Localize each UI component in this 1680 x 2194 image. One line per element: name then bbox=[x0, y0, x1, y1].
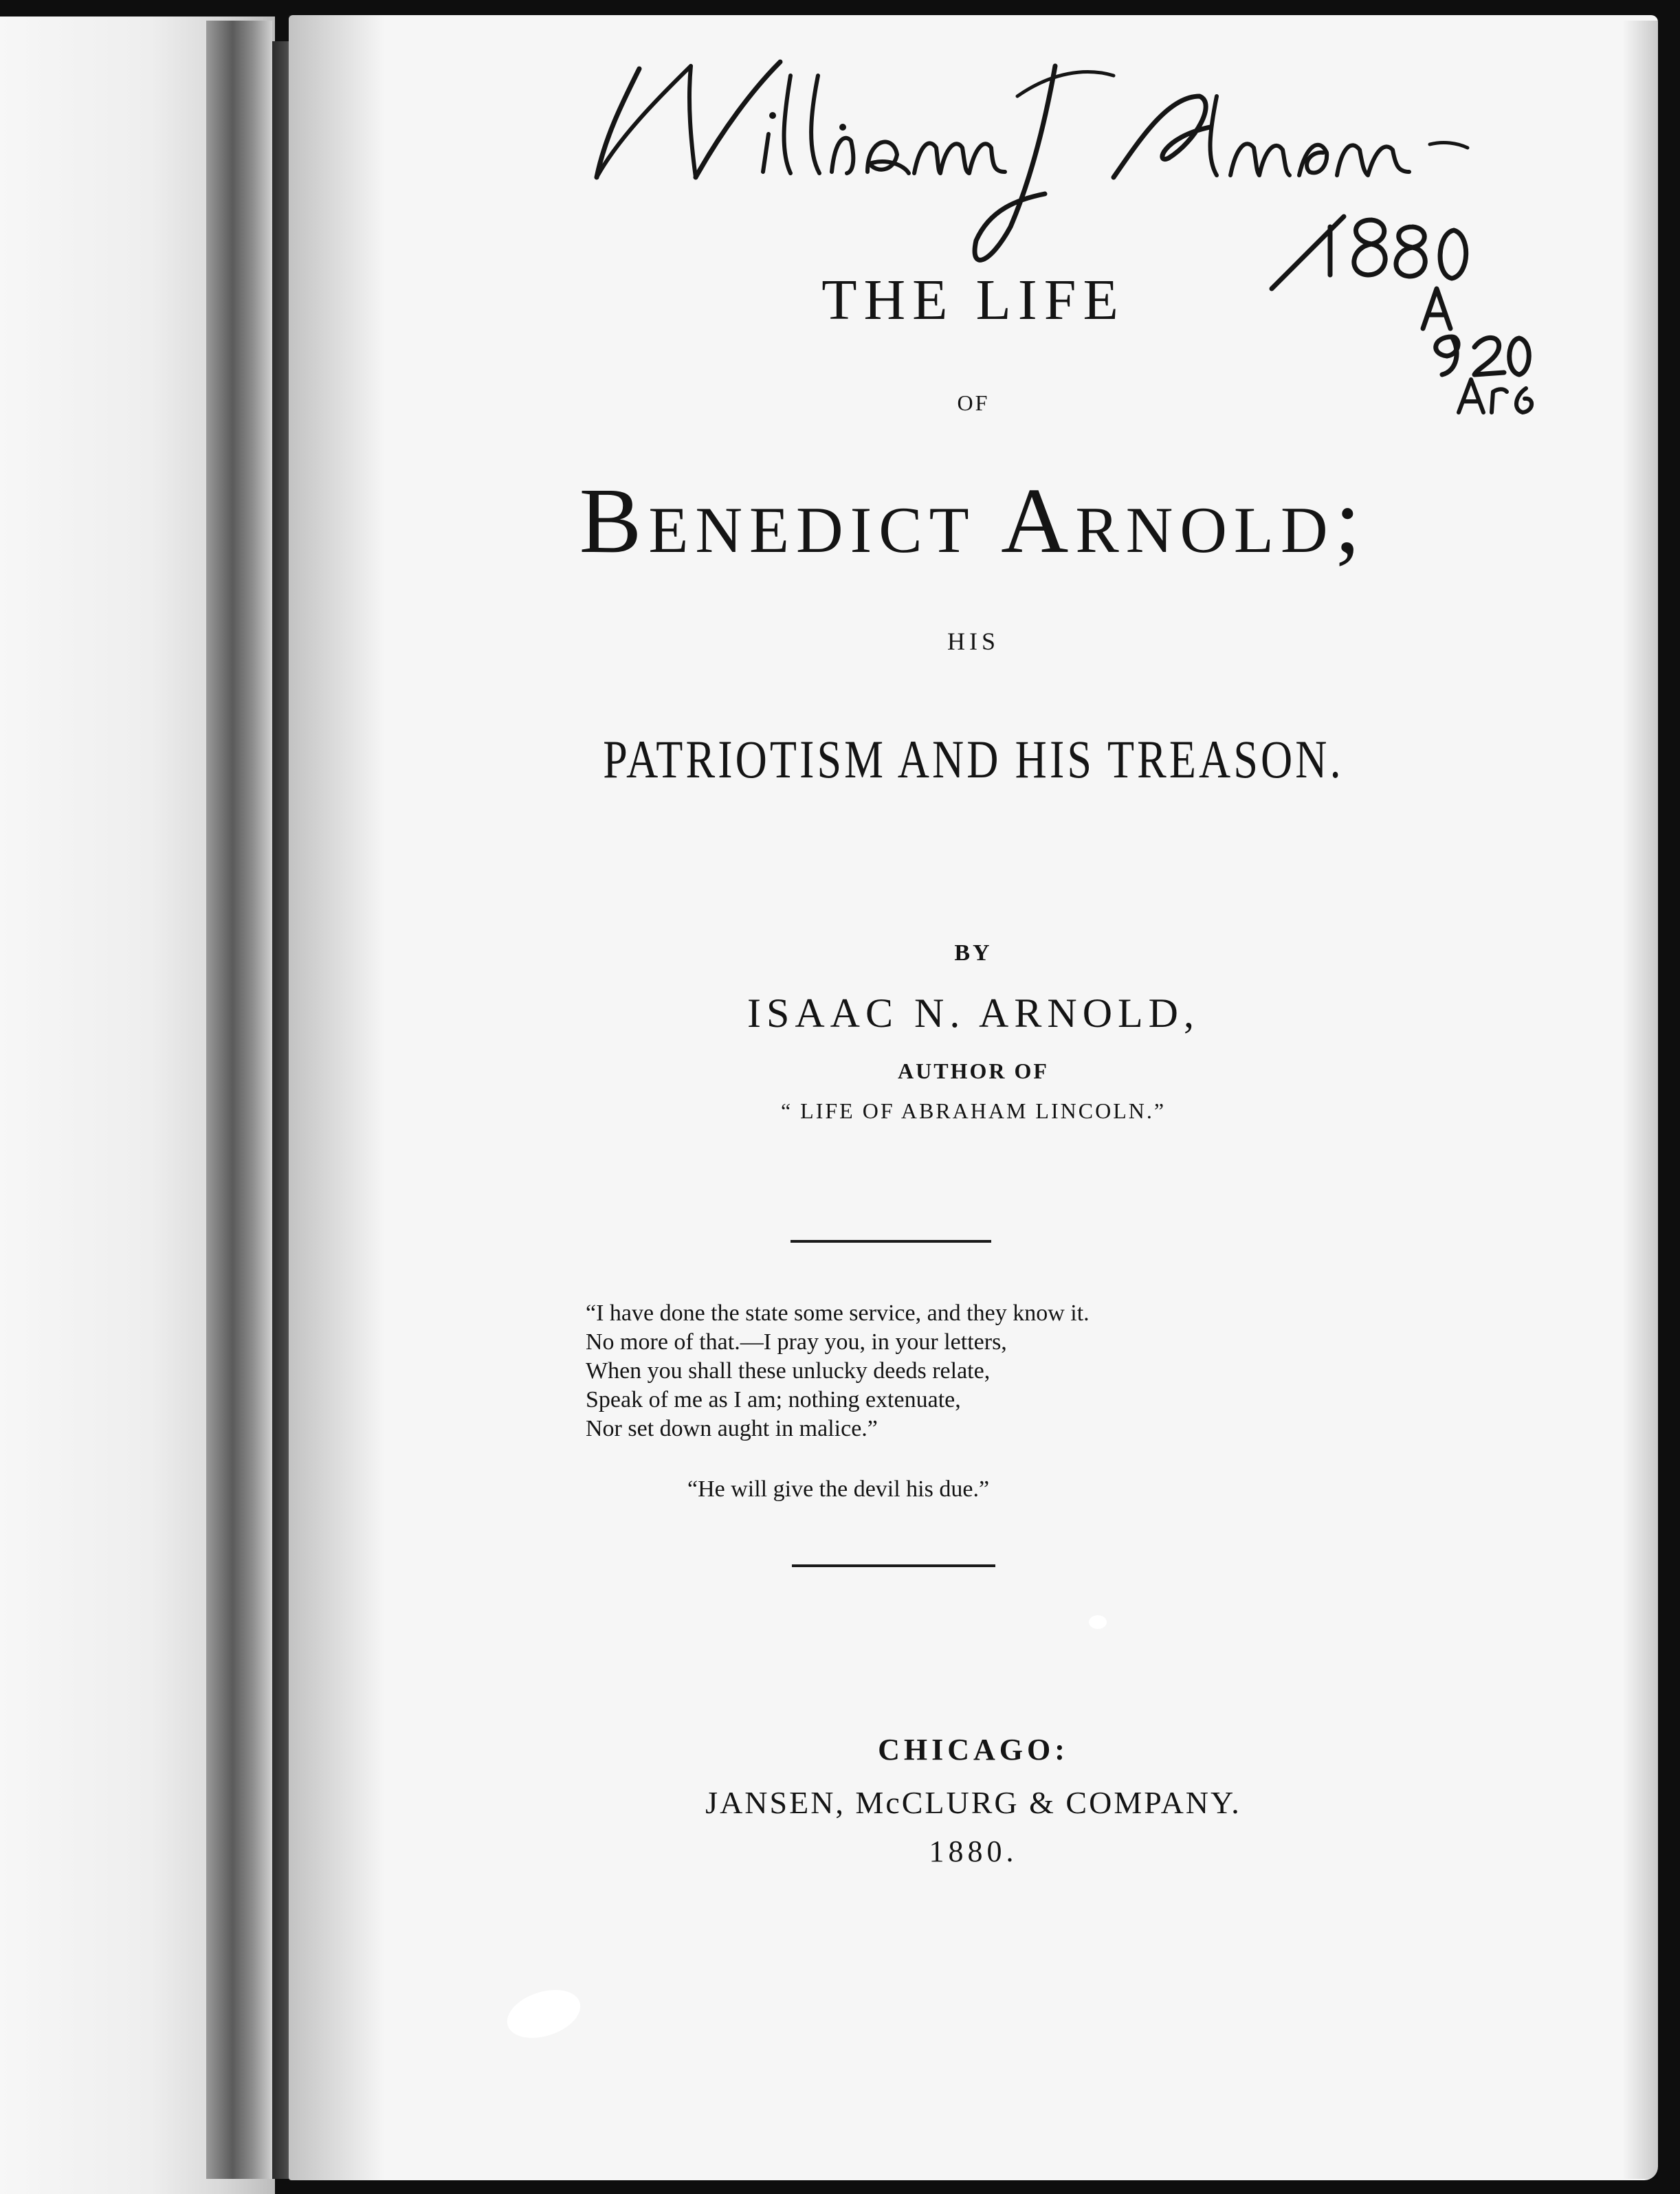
paper-blemish bbox=[1089, 1615, 1107, 1629]
subtitle: PATRIOTISM AND HIS TREASON. bbox=[603, 729, 1344, 789]
epigraph-line: Nor set down aught in malice.” bbox=[586, 1416, 878, 1441]
imprint-publisher: JANSEN, McCLURG & COMPANY. bbox=[705, 1785, 1241, 1820]
epigraph-line: “I have done the state some service, and they know it. bbox=[586, 1300, 1090, 1326]
title-line-the-life: THE LIFE bbox=[821, 268, 1125, 332]
owner-signature-handwriting bbox=[597, 62, 1468, 260]
author-name: ISAAC N. ARNOLD, bbox=[747, 990, 1200, 1036]
previous-work: “ LIFE OF ABRAHAM LINCOLN.” bbox=[780, 1098, 1167, 1123]
title-subject-name: Benedict Arnold; bbox=[579, 469, 1368, 573]
epigraph-line: No more of that.—I pray you, in your letters, bbox=[586, 1329, 1007, 1355]
epigraph-second-quote: “He will give the devil his due.” bbox=[687, 1476, 990, 1502]
author-of-label: AUTHOR OF bbox=[898, 1059, 1049, 1083]
divider-rule-top bbox=[791, 1240, 991, 1243]
epigraph-line: Speak of me as I am; nothing extenuate, bbox=[586, 1387, 961, 1412]
epigraph-quote bbox=[586, 1299, 1090, 1443]
epigraph-line: When you shall these unlucky deeds relate, bbox=[586, 1358, 991, 1384]
imprint-city: CHICAGO: bbox=[878, 1733, 1069, 1766]
imprint-year: 1880. bbox=[929, 1835, 1018, 1868]
title-line-his: HIS bbox=[947, 628, 999, 655]
byline-by: BY bbox=[954, 940, 993, 966]
title-line-of: OF bbox=[957, 390, 990, 415]
divider-rule-bottom bbox=[792, 1564, 995, 1567]
